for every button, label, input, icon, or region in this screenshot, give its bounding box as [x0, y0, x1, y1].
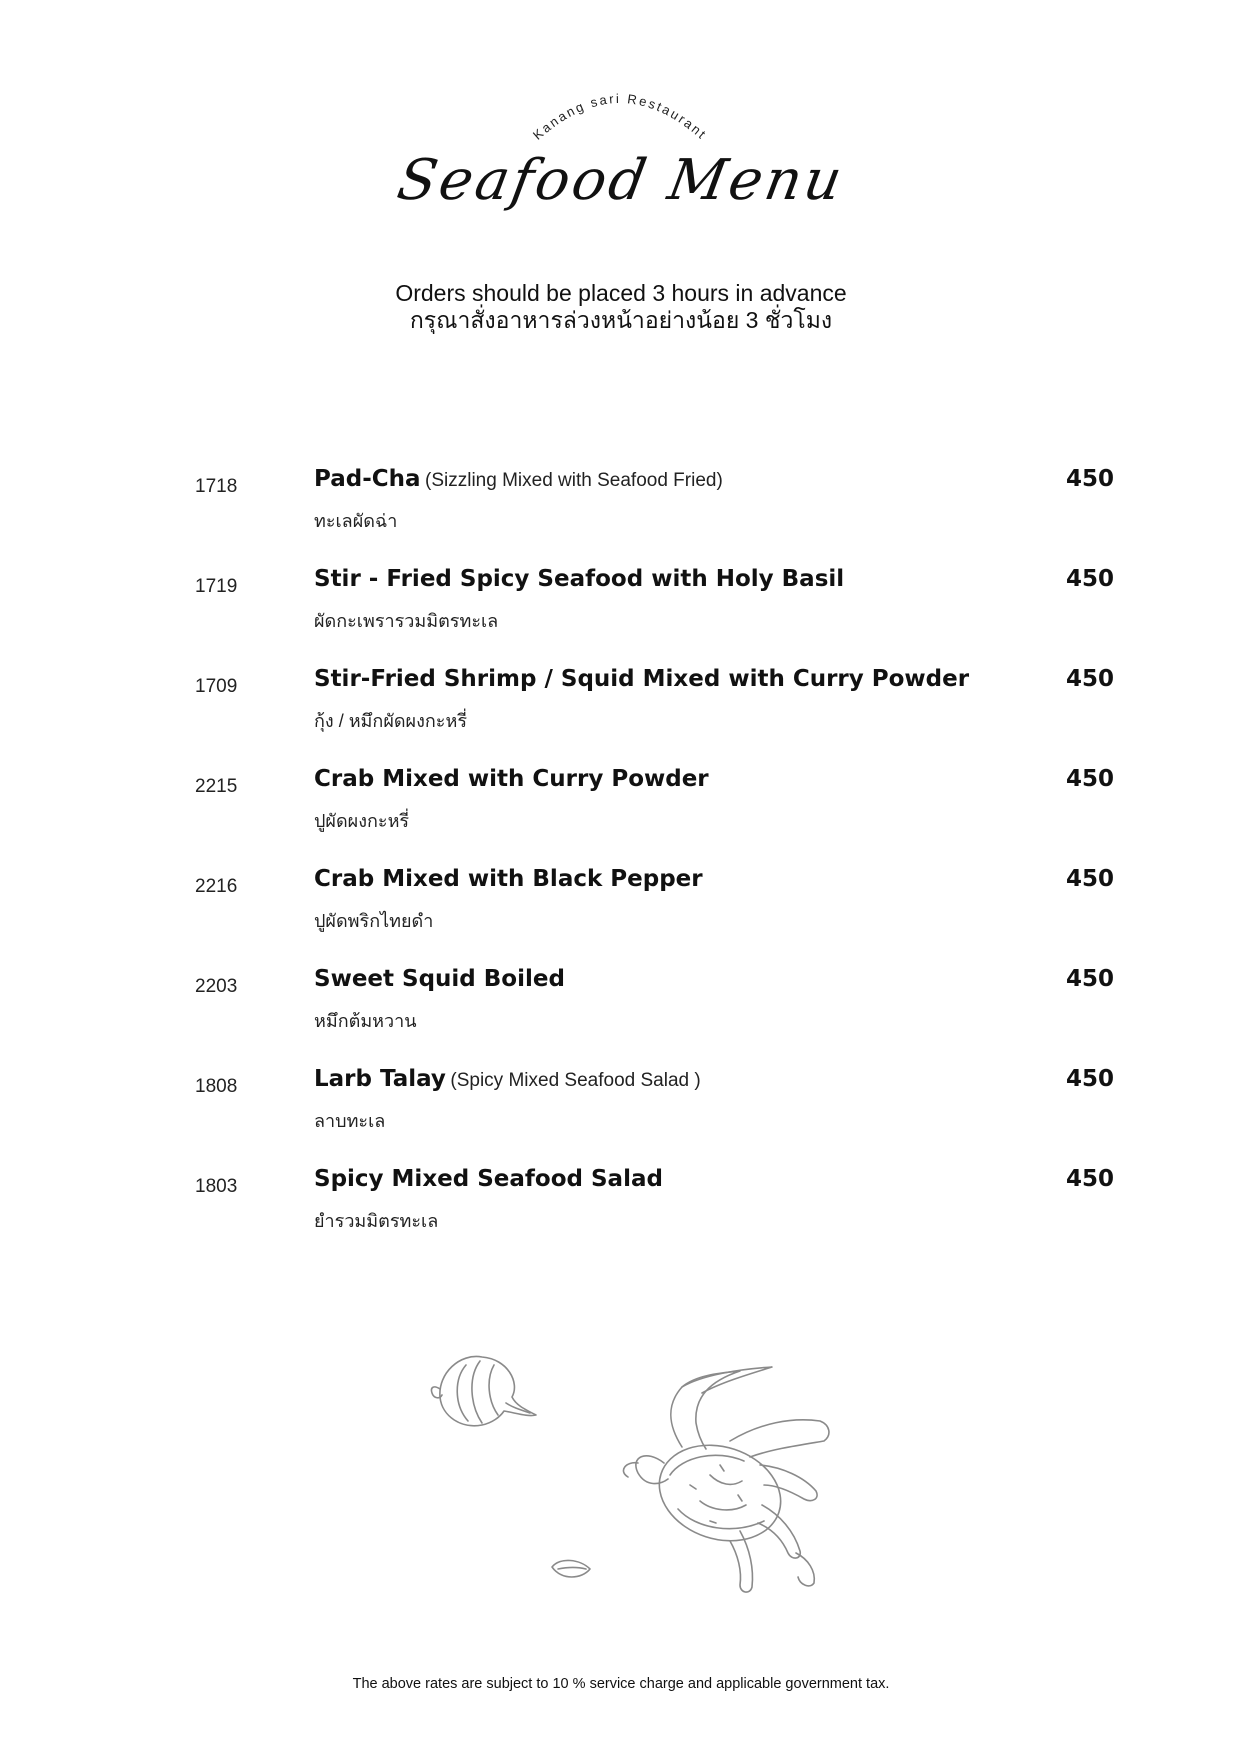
item-thai-name: ปูผัดพริกไทยดำ	[314, 911, 434, 931]
item-code: 1808	[195, 1076, 238, 1097]
item-name-line	[314, 866, 703, 892]
item-code: 1718	[195, 476, 238, 497]
item-price: 450	[1065, 566, 1114, 592]
item-thai-name: ปูผัดผงกะหรี่	[314, 811, 410, 831]
crab-illustration	[623, 1367, 828, 1592]
item-code: 2215	[195, 776, 238, 797]
menu-item	[0, 1166, 1242, 1266]
item-name-line	[314, 466, 723, 492]
order-notice-english: Orders should be placed 3 hours in advance	[395, 280, 847, 306]
item-price: 450	[1065, 1166, 1114, 1192]
menu-header	[0, 0, 1242, 260]
item-price: 450	[1065, 966, 1114, 992]
seafood-illustration	[420, 1345, 900, 1615]
item-thai-name: กุ้ง / หมึกผัดผงกะหรี่	[314, 711, 467, 731]
item-name-line	[314, 1166, 663, 1192]
item-name-line	[314, 966, 565, 992]
item-name: Stir-Fried Shrimp / Squid Mixed with Curry Powder	[314, 666, 970, 692]
item-price: 450	[1065, 466, 1114, 492]
item-description: (Spicy Mixed Seafood Salad )	[450, 1070, 701, 1091]
item-thai-name: หมึกต้มหวาน	[314, 1011, 417, 1031]
restaurant-name: Kanang sari Restaurant	[529, 90, 711, 143]
item-thai-name: ผัดกะเพรารวมมิตรทะเล	[314, 611, 499, 631]
order-notice-thai: กรุณาสั่งอาหารล่วงหน้าอย่างน้อย 3 ชั่วโมง	[409, 307, 833, 333]
menu-item	[0, 566, 1242, 666]
menu-item	[0, 766, 1242, 866]
item-code: 2203	[195, 976, 238, 997]
item-thai-name: ลาบทะเล	[314, 1111, 386, 1131]
item-code: 1803	[195, 1176, 238, 1197]
menu-item	[0, 966, 1242, 1066]
item-code: 1719	[195, 576, 238, 597]
item-name: Spicy Mixed Seafood Salad	[314, 1166, 663, 1192]
seed-illustration	[552, 1560, 590, 1577]
item-price: 450	[1065, 766, 1114, 792]
item-code: 1709	[195, 676, 238, 697]
item-code: 2216	[195, 876, 238, 897]
menu-title: Seafood Menu	[392, 148, 850, 213]
menu-list	[0, 466, 1242, 1266]
menu-item	[0, 866, 1242, 966]
item-price: 450	[1065, 1066, 1114, 1092]
item-price: 450	[1065, 666, 1114, 692]
item-price: 450	[1065, 866, 1114, 892]
item-name-line	[314, 1066, 701, 1092]
service-charge-note: The above rates are subject to 10 % service charge and applicable government tax.	[352, 1676, 890, 1692]
menu-item	[0, 666, 1242, 766]
item-name-line	[314, 666, 969, 692]
item-thai-name: ยำรวมมิตรทะเล	[314, 1211, 439, 1231]
item-name: Stir - Fried Spicy Seafood with Holy Basil	[314, 566, 845, 592]
item-name: Crab Mixed with Black Pepper	[314, 866, 703, 892]
item-thai-name: ทะเลผัดฉ่า	[314, 511, 398, 531]
item-description: (Sizzling Mixed with Seafood Fried)	[425, 470, 723, 491]
menu-item	[0, 466, 1242, 566]
item-name: Larb Talay	[314, 1066, 446, 1092]
item-name: Sweet Squid Boiled	[314, 966, 565, 992]
menu-item	[0, 1066, 1242, 1166]
shallot-illustration	[431, 1356, 536, 1425]
order-notice	[0, 280, 1242, 334]
item-name-line	[314, 766, 709, 792]
item-name-line	[314, 566, 844, 592]
svg-text:Kanang sari Restaurant	[530, 91, 710, 143]
item-name: Pad-Cha	[314, 466, 421, 492]
item-name: Crab Mixed with Curry Powder	[314, 766, 709, 792]
